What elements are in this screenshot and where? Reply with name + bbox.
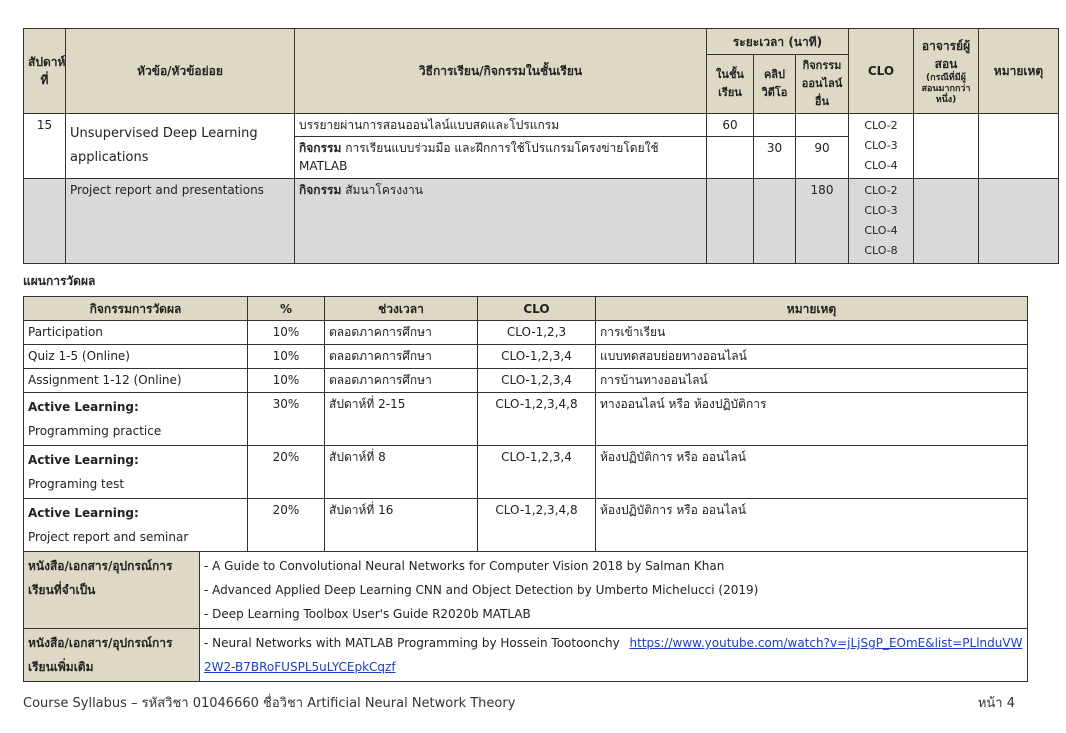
required-item: - A Guide to Convolutional Neural Networks for Computer Vision 2018 by Salman Khan xyxy=(204,559,725,573)
row15-clo-2: CLO-3 xyxy=(864,139,898,152)
eval-activity: Quiz 1-5 (Online) xyxy=(24,345,248,369)
header-remark: หมายเหตุ xyxy=(979,29,1059,114)
eval-period: ตลอดภาคการศึกษา xyxy=(325,345,478,369)
header-clo: CLO xyxy=(849,29,914,114)
eval-remark: ห้องปฏิบัติการ หรือ ออนไลน์ xyxy=(596,499,1028,552)
header-in-class: ในชั้นเรียน xyxy=(707,55,754,114)
eval-remark: การเข้าเรียน xyxy=(596,321,1028,345)
row15-method1: บรรยายผ่านการสอนออนไลน์แบบสดและโปรแกรม xyxy=(295,114,707,137)
eval-percent: 10% xyxy=(248,321,325,345)
row15-clip: 30 xyxy=(754,137,796,179)
project-clo-2: CLO-3 xyxy=(864,204,898,217)
header-week: สัปดาห์ที่ xyxy=(24,29,66,114)
project-week xyxy=(24,179,66,264)
header-duration: ระยะเวลา (นาที) xyxy=(707,29,849,55)
page-footer xyxy=(23,692,1015,713)
required-items xyxy=(200,552,1028,629)
eval-period: ตลอดภาคการศึกษา xyxy=(325,321,478,345)
eval-activity: Active Learning: Project report and seminar xyxy=(24,499,248,552)
eval-row xyxy=(24,499,1028,552)
eval-header-percent: % xyxy=(248,297,325,321)
eval-activity: Assignment 1-12 (Online) xyxy=(24,369,248,393)
eval-clo: CLO-1,2,3,4,8 xyxy=(478,393,596,446)
required-item: - Advanced Applied Deep Learning CNN and Object Detection by Umberto Michelucci (2019) xyxy=(204,583,759,597)
extra-label: หนังสือ/เอกสาร/อุปกรณ์การเรียนเพิ่มเติม xyxy=(24,629,200,682)
eval-remark: ห้องปฏิบัติการ หรือ ออนไลน์ xyxy=(596,446,1028,499)
row15-clo-3: CLO-4 xyxy=(864,159,898,172)
eval-header-remark: หมายเหตุ xyxy=(596,297,1028,321)
eval-clo: CLO-1,2,3,4,8 xyxy=(478,499,596,552)
project-clo xyxy=(849,179,914,264)
eval-clo: CLO-1,2,3 xyxy=(478,321,596,345)
row15-in-class: 60 xyxy=(707,114,754,137)
eval-percent: 20% xyxy=(248,499,325,552)
eval-activity: Participation xyxy=(24,321,248,345)
eval-remark: การบ้านทางออนไลน์ xyxy=(596,369,1028,393)
eval-row xyxy=(24,345,1028,369)
eval-remark: ทางออนไลน์ หรือ ห้องปฏิบัติการ xyxy=(596,393,1028,446)
eval-row xyxy=(24,393,1028,446)
eval-row xyxy=(24,446,1028,499)
eval-row xyxy=(24,369,1028,393)
eval-period: สัปดาห์ที่ 8 xyxy=(325,446,478,499)
eval-clo: CLO-1,2,3,4 xyxy=(478,345,596,369)
youtube-link[interactable]: https://www.youtube.com/watch?v=jLjSgP_EOmE&list=PLlnduVW2W2-B7BRoFUSPL5uLYCEpkCqzf xyxy=(204,636,1023,674)
eval-percent: 10% xyxy=(248,369,325,393)
eval-header-activity: กิจกรรมการวัดผล xyxy=(24,297,248,321)
references-table xyxy=(23,551,1028,682)
project-clo-3: CLO-4 xyxy=(864,224,898,237)
eval-activity: Active Learning: Programing test xyxy=(24,446,248,499)
page-number: หน้า 4 xyxy=(977,696,1015,711)
required-item: - Deep Learning Toolbox User's Guide R2020b MATLAB xyxy=(204,607,531,621)
extra-item-text: - Neural Networks with MATLAB Programming by Hossein Tootoonchy xyxy=(204,636,620,650)
header-topic: หัวข้อ/หัวข้อย่อย xyxy=(66,29,295,114)
required-label: หนังสือ/เอกสาร/อุปกรณ์การเรียนที่จำเป็น xyxy=(24,552,200,629)
eval-header-period: ช่วงเวลา xyxy=(325,297,478,321)
header-instructor xyxy=(914,29,979,114)
project-topic: Project report and presentations xyxy=(66,179,295,264)
project-clo-1: CLO-2 xyxy=(864,184,898,197)
schedule-table xyxy=(23,28,1059,264)
extra-items xyxy=(200,629,1028,682)
eval-period: สัปดาห์ที่ 16 xyxy=(325,499,478,552)
header-online: กิจกรรมออนไลน์อื่น xyxy=(796,55,849,114)
eval-percent: 20% xyxy=(248,446,325,499)
footer-course: Course Syllabus – รหัสวิชา 01046660 ชื่อวิชา Artificial Neural Network Theory xyxy=(23,696,516,711)
eval-activity: Active Learning: Programming practice xyxy=(24,393,248,446)
eval-header-clo: CLO xyxy=(478,297,596,321)
eval-percent: 30% xyxy=(248,393,325,446)
row15-clo xyxy=(849,114,914,179)
row15-method2: กิจกรรม การเรียนแบบร่วมมือ และฝึกการใช้โปรแกรมโครงข่ายโดยใช้ MATLAB xyxy=(295,137,707,179)
evaluation-table xyxy=(23,296,1028,552)
eval-clo: CLO-1,2,3,4 xyxy=(478,446,596,499)
eval-period: สัปดาห์ที่ 2-15 xyxy=(325,393,478,446)
row15-online: 90 xyxy=(796,137,849,179)
eval-percent: 10% xyxy=(248,345,325,369)
row15-week: 15 xyxy=(24,114,66,179)
evaluation-title: แผนการวัดผล xyxy=(23,274,96,288)
header-method: วิธีการเรียน/กิจกรรมในชั้นเรียน xyxy=(295,29,707,114)
project-method: กิจกรรม สัมนาโครงงาน xyxy=(295,179,707,264)
eval-clo: CLO-1,2,3,4 xyxy=(478,369,596,393)
project-clo-4: CLO-8 xyxy=(864,244,898,257)
header-instructor-label: อาจารย์ผู้สอน xyxy=(921,38,971,71)
header-instructor-note: (กรณีที่มีผู้สอนมากกว่าหนึ่ง) xyxy=(921,72,971,105)
header-clip: คลิปวิดีโอ xyxy=(754,55,796,114)
eval-remark: แบบทดสอบย่อยทางออนไลน์ xyxy=(596,345,1028,369)
eval-row xyxy=(24,321,1028,345)
eval-period: ตลอดภาคการศึกษา xyxy=(325,369,478,393)
row15-topic: Unsupervised Deep Learning applications xyxy=(66,114,295,179)
row15-clo-1: CLO-2 xyxy=(864,119,898,132)
project-online: 180 xyxy=(796,179,849,264)
